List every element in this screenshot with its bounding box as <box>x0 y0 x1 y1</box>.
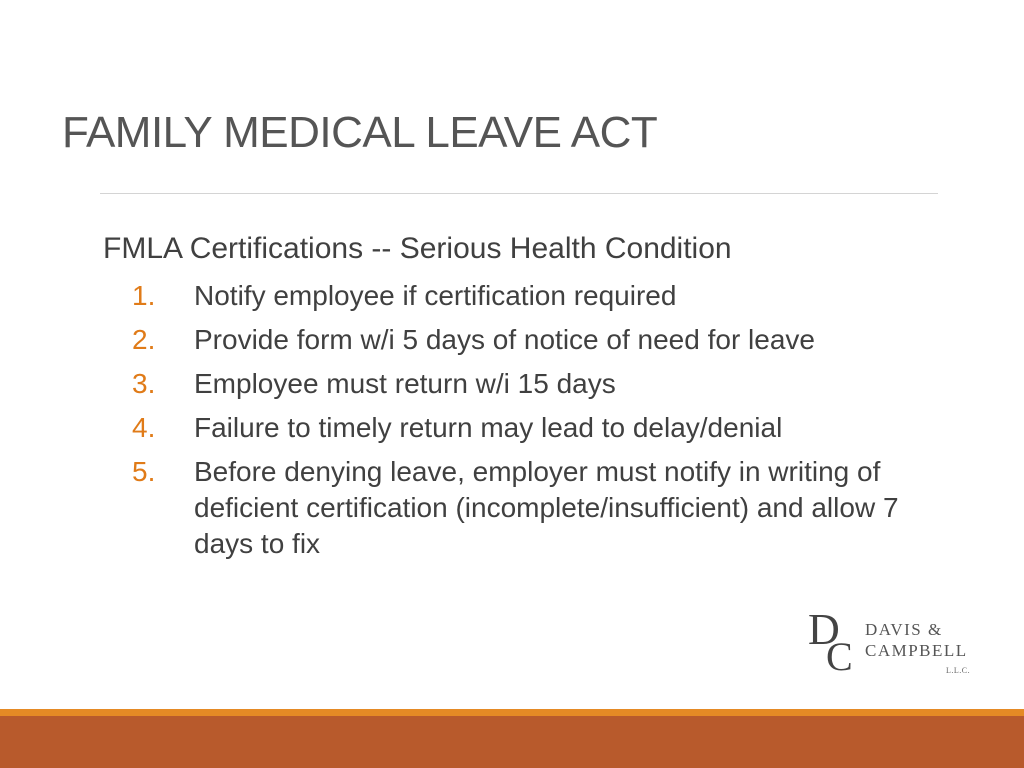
list-item <box>132 278 932 314</box>
company-logo <box>808 608 988 680</box>
section-heading: FMLA Certifications -- Serious Health Condition <box>103 232 732 265</box>
list-number: 4. <box>132 412 156 443</box>
list-number: 3. <box>132 368 156 399</box>
list-item <box>132 454 932 562</box>
title-divider <box>100 193 938 194</box>
logo-text-line2: CAMPBELL <box>865 641 968 660</box>
numbered-list <box>132 278 932 570</box>
list-item <box>132 366 932 402</box>
list-text: Employee must return w/i 15 days <box>194 368 616 399</box>
list-text: Provide form w/i 5 days of notice of need for leave <box>194 324 815 355</box>
monogram-d: D C <box>808 608 853 676</box>
list-text: Notify employee if certification required <box>194 280 677 311</box>
list-item <box>132 322 932 358</box>
dc-monogram-icon <box>808 608 858 676</box>
slide-title: FAMILY MEDICAL LEAVE ACT <box>62 108 658 157</box>
list-number: 5. <box>132 456 156 487</box>
list-text: Before denying leave, employer must notify in writing of deficient certification (incomplete/insufficient) and allow 7 days to fix <box>194 456 899 559</box>
footer-band <box>0 716 1024 768</box>
list-item <box>132 410 932 446</box>
list-text: Failure to timely return may lead to delay/denial <box>194 412 783 443</box>
footer-accent-stripe <box>0 709 1024 716</box>
logo-text-line1: DAVIS & <box>865 620 943 639</box>
logo-text-llc: L.L.C. <box>946 666 971 675</box>
list-number: 2. <box>132 324 156 355</box>
list-number: 1. <box>132 280 156 311</box>
